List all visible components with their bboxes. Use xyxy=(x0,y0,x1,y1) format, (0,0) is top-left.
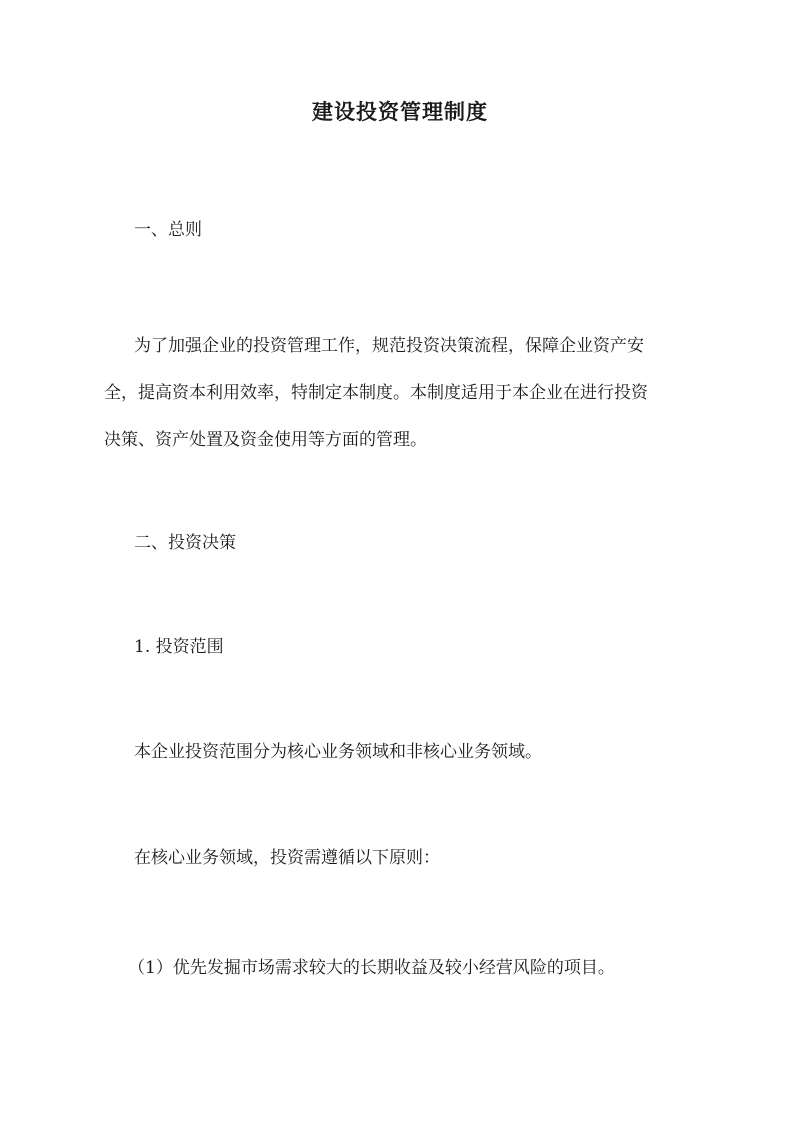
investment-scope-paragraph: 本企业投资范围分为核心业务领域和非核心业务领域。 xyxy=(134,742,542,762)
section-heading-general: 一、总则 xyxy=(134,220,202,240)
section-general-paragraph xyxy=(104,323,694,464)
section-heading-investment-decision: 二、投资决策 xyxy=(134,533,236,553)
paragraph-line: 决策、资产处置及资金使用等方面的管理。 xyxy=(104,430,427,450)
document-title: 建设投资管理制度 xyxy=(312,99,488,124)
paragraph-line: 全，提高资本利用效率，特制定本制度。本制度适用于本企业在进行投资 xyxy=(104,383,648,403)
principle-item-1: （1）优先发掘市场需求较大的长期收益及较小经营风险的项目。 xyxy=(128,958,615,978)
subsection-heading-investment-scope: 1. 投资范围 xyxy=(134,637,224,657)
paragraph-line: 为了加强企业的投资管理工作，规范投资决策流程，保障企业资产安 xyxy=(134,336,644,356)
core-business-principles-paragraph: 在核心业务领域，投资需遵循以下原则： xyxy=(134,848,440,868)
